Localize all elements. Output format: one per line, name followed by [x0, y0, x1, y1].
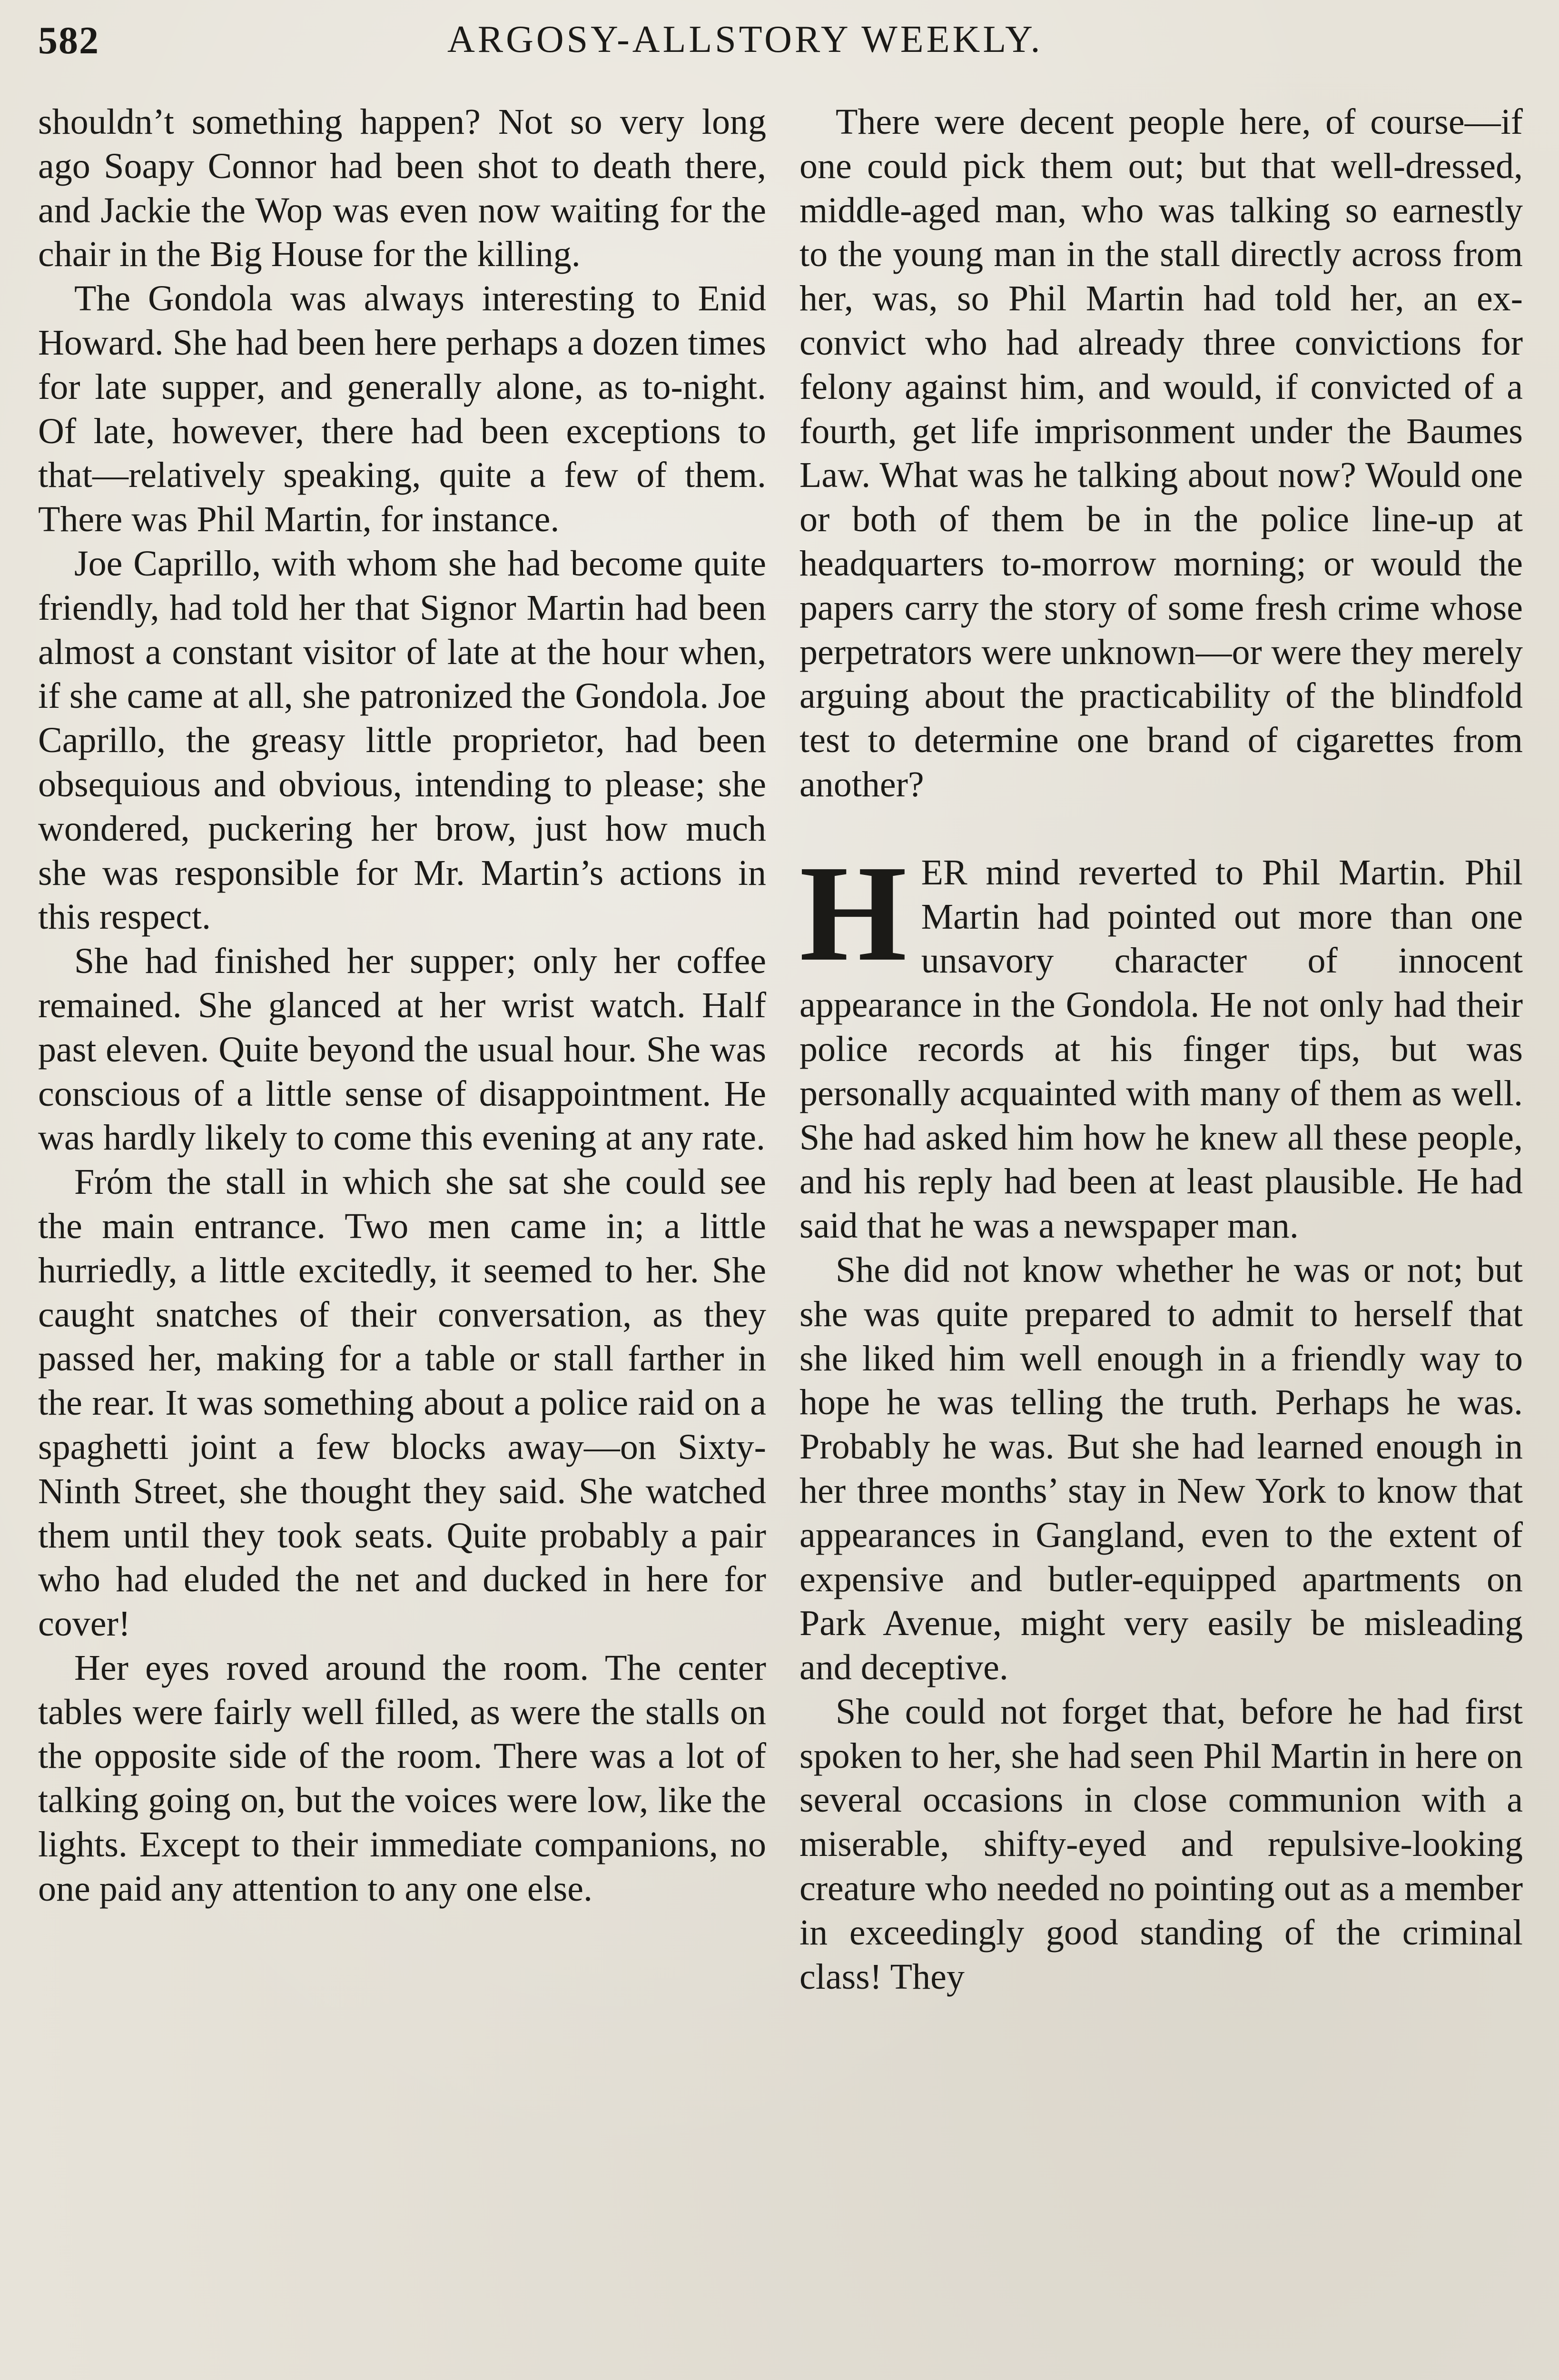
left-column [38, 100, 766, 1911]
paragraph: She did not know whether he was or not; but she was quite prepared to admit to herself that she liked him well enough in a friendly way to hope he was telling the truth. Perhaps he was. Probably he was. But she had learned enough in her three months’ stay in New York to know that appearances in Gangland, even to the extent of expensive and butler-equipped apartments on Park Avenue, might very easily be misleading and deceptive. [799, 1250, 1523, 1688]
paragraph: Joe Caprillo, with whom she had become quite friendly, had told her that Signor Martin had been almost a constant visitor of late at the hour when, if she came at all, she patronized the Gondola. Joe Caprillo, the greasy little proprietor, had been obsequious and obvious, intending to please; she wondered, puckering her brow, just how much she was responsible for Mr. Martin’s actions in this respect. [38, 543, 766, 937]
paragraph: shouldn’t something happen? Not so very long ago Soapy Connor had been shot to death there, and Jackie the Wop was even now waiting for the chair in the Big House for the killing. [38, 102, 766, 275]
paragraph: The Gondola was always interesting to Enid Howard. She had been here perhaps a dozen times for late supper, and generally alone, as to-night. Of late, however, there had been exceptions to that—relatively speaking, quite a few of them. There was Phil Martin, for instance. [38, 278, 766, 540]
paragraph: Her eyes roved around the room. The center tables were fairly well filled, as were the stalls on the opposite side of the room. There was a lot of talking going on, but the voices were low, like the lights. Except to their immediate companions, no one paid any attention to any one else. [38, 1647, 766, 1909]
paragraph-text: ER mind reverted to Phil Martin. Phil Martin had pointed out more than one unsavory character of innocent appearance in the Gondola. He not only had their police records at his finger tips, but was personally acquainted with many of them as well. She had asked him how he knew all these people, and his reply had been at least plausible. He had said that he was a newspaper man. [799, 852, 1523, 1246]
paragraph-with-dropcap [799, 836, 1523, 1248]
right-column [799, 100, 1523, 1999]
page-number: 582 [38, 19, 99, 62]
paragraph: There were decent people here, of course—if one could pick them out; but that well-dressed, middle-aged man, who was talking so earnestly to the young man in the stall directly across from her, was, so Phil Martin had told her, an ex-convict who had already three convictions for felony against him, and would, if convicted of a fourth, get life imprisonment under the Baumes Law. What was he talking about now? Would one or both of them be in the police line-up at headquarters to-morrow morning; or would the papers carry the story of some fresh crime whose perpetrators were unknown—or were they merely arguing about the practicability of the blindfold test to determine one brand of cigarettes from another? [799, 102, 1523, 804]
paragraph: She could not forget that, before he had first spoken to her, she had seen Phil Martin in here on several occasions in close communion with a miserable, shifty-eyed and repulsive-looking creature who needed no pointing out as a member in exceedingly good standing of the criminal class! They [799, 1691, 1523, 1997]
paragraph: Frόm the stall in which she sat she could see the main entrance. Two men came in; a little hurriedly, a little excitedly, it seemed to her. She caught snatches of their conversation, as they passed her, making for a table or stall farther in the rear. It was something about a police raid on a spaghetti joint a few blocks away—on Sixty-Ninth Street, she thought they said. She watched them until they took seats. Quite probably a pair who had eluded the net and ducked in here for cover! [38, 1162, 766, 1644]
page-header [38, 14, 1532, 67]
paragraph: She had finished her supper; only her coffee remained. She glanced at her wrist watch. Half past eleven. Quite beyond the usual hour. She was conscious of a little sense of disappointment. He was hardly likely to come this evening at any rate. [38, 941, 766, 1158]
running-head: ARGOSY-ALLSTORY WEEKLY. [447, 19, 1043, 60]
drop-cap: H [799, 836, 907, 990]
